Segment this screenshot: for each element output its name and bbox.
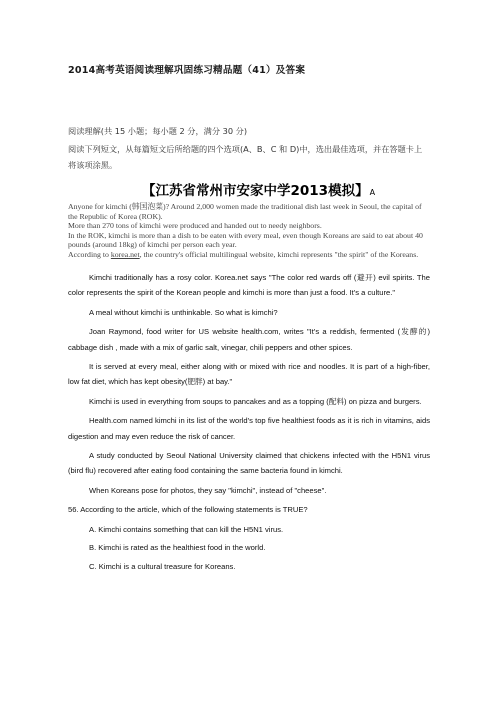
passage-paragraph: Kimchi traditionally has a rosy color. Korea.net says "The color red wards off (避开) evil spirits. The color represents the spirit of the Korean people and kimchi is more than just a food. It's a culture." — [68, 273, 430, 298]
instructions-text: 阅读下列短文，从每篇短文后所给题的四个选项(A、B、C 和 D)中，选出最佳选项，并在答题卡上将该项涂黑。 — [68, 144, 423, 170]
passage-paragraph: Joan Raymond, food writer for US website health.com, writes "It's a reddish, fermented (发酵的) cabbage dish , made with a mix of garlic salt, vinegar, chili peppers and other spices. — [68, 327, 430, 352]
page-title: 2014高考英语阅读理解巩固练习精品题（41）及答案 — [68, 65, 306, 76]
answer-option-c: C. Kimchi is a cultural treasure for Koreans. — [89, 561, 236, 571]
passage-intro-line: In the ROK, kimchi is more than a dish to be eaten with every meal, even though Koreans are said to eat about 40 pounds (around 18kg) of kimchi per person each year. — [68, 230, 423, 250]
passage-paragraph: Kimchi is used in everything from soups to pancakes and as a topping (配料) on pizza and burgers. — [89, 396, 422, 406]
source-banner-text: 【江苏省常州市安家中学2013模拟】 — [142, 183, 369, 199]
section-heading: 阅读理解(共 15 小题；每小题 2 分，满分 30 分) — [68, 126, 248, 136]
passage-letter: A — [369, 188, 376, 197]
korea-net-link[interactable]: korea.net — [110, 249, 140, 259]
question-stem: 56. According to the article, which of the following statements is TRUE? — [68, 505, 308, 515]
passage-paragraph: A meal without kimchi is unthinkable. So what is kimchi? — [89, 307, 278, 317]
passage-intro-line: More than 270 tons of kimchi were produced and handed out to needy neighbors. — [68, 221, 322, 231]
passage-paragraph: When Koreans pose for photos, they say "kimchi", instead of "cheese". — [89, 485, 327, 495]
passage-intro-line — [68, 250, 430, 260]
answer-option-a: A. Kimchi contains something that can kill the H5N1 virus. — [89, 524, 284, 534]
passage-paragraph: It is served at every meal, either along with or mixed with rice and noodles. It is part of a high-fiber, low fat diet, which has kept obesity(肥胖) at bay." — [68, 362, 430, 387]
answer-option-b: B. Kimchi is rated as the healthiest food in the world. — [89, 543, 266, 553]
passage-intro-line: Anyone for kimchi (韩国泡菜)? Around 2,000 women made the traditional dish last week in Seoul, the capital of the Republic of Korea (ROK). — [68, 202, 422, 221]
passage-paragraph: A study conducted by Seoul National University claimed that chickens infected with the H5N1 virus (bird flu) recovered after eating food containing the same bacteria found in kimchi. — [68, 451, 430, 476]
source-banner — [142, 179, 375, 199]
passage-intro-text: , the country's official multilingual website, kimchi represents "the spirit" of the Koreans. — [139, 249, 419, 259]
passage-intro — [68, 202, 430, 260]
passage-paragraph: Health.com named kimchi in its list of the world's top five healthiest foods as it is rich in vitamins, aids digestion and may even reduce the risk of cancer. — [68, 416, 430, 441]
passage-intro-text: According to — [68, 249, 111, 259]
passage-body — [68, 270, 430, 577]
